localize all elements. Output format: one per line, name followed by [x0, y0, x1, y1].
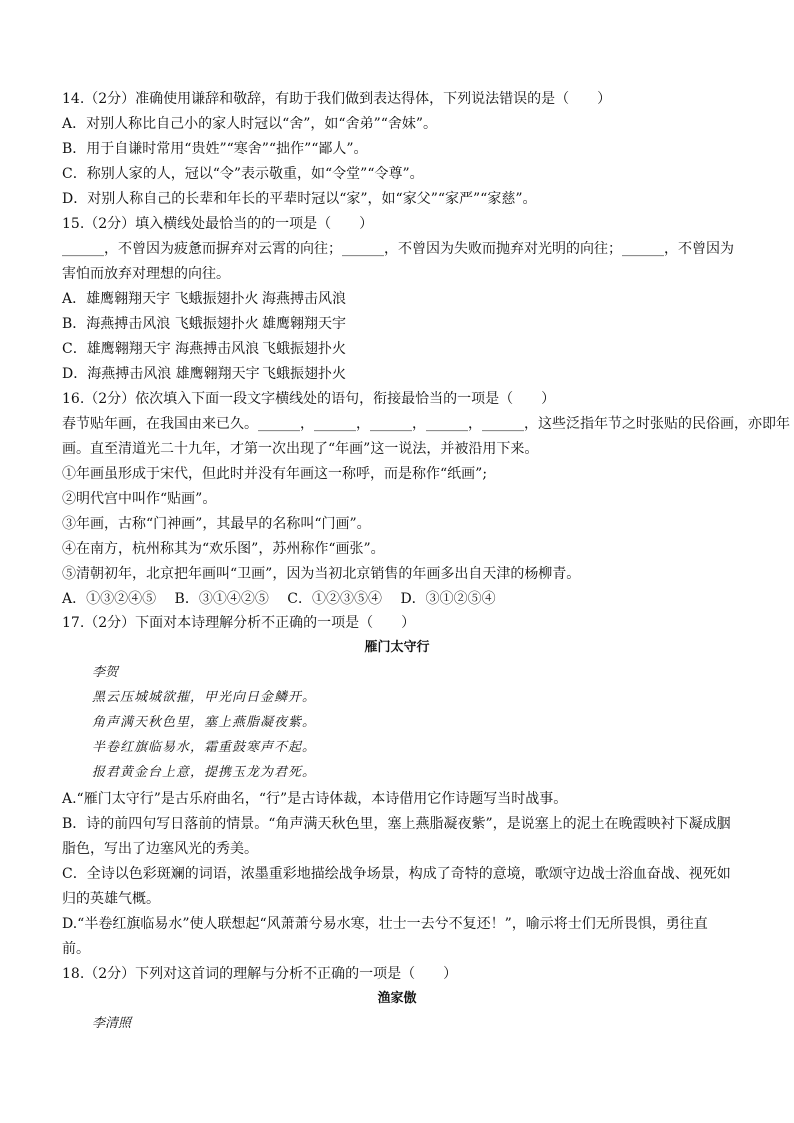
q17-option-d-line-1: D.“半卷红旗临易水”使人联想起“风萧萧兮易水寒，壮士一去兮不复还！”，喻示将士们无所畏惧，勇往直: [62, 916, 708, 932]
q17-poem-line-2: 角声满天秋色里，塞上燕脂凝夜紫。: [92, 715, 317, 730]
q15-option-d-tail: 飞蛾振翅扑火: [262, 366, 346, 382]
q15-option-a-tail: 海燕搏击风浪: [262, 291, 346, 307]
q17-poem-line-1: 黑云压城城欲摧，甲光向日金鳞开。: [92, 690, 317, 705]
q17-option-c-line-1: C．全诗以色彩斑斓的词语，浓墨重彩地描绘战争场景，构成了奇特的意境，歌颂守边战士浴血奋战、视死如: [62, 866, 731, 882]
q17-option-d-line-2: 前。: [62, 941, 90, 957]
q17-option-b-line-2: 脂色，写出了边塞风光的秀美。: [62, 841, 258, 857]
q16-item-1: ①年画虽形成于宋代，但此时并没有年画这一称呼，而是称作“纸画”;: [62, 466, 488, 482]
q16-body-line-2: 画。直至清道光二十九年，才第一次出现了“年画”这一说法，并被沿用下来。: [62, 441, 539, 457]
q16-body-line-1: 春节贴年画，在我国由来已久。______，______，______，______，______，这些泛指年节之时张贴的民俗画，亦即年: [62, 416, 790, 432]
q16-stem: 16.（2分）依次填入下面一段文字横线处的语句，衔接最恰当的一项是（ ）: [62, 391, 556, 407]
q15-option-b: [62, 313, 732, 335]
q14-option-a: A．对别人称比自己小的家人时冠以“舍”，如“舍弟”“舍妹”。: [62, 116, 438, 132]
q18-stem: 18.（2分）下列对这首词的理解与分析不正确的一项是（ ）: [62, 966, 458, 982]
q17-poem-author: 李贺: [92, 665, 119, 680]
q17-option-a: A.“雁门太守行”是古乐府曲名，“行”是古诗体裁，本诗借用它作诗题写当时战事。: [62, 791, 568, 807]
q16-item-2: ②明代宫中叫作“贴画”。: [62, 491, 217, 507]
q16-item-4: ④在南方，杭州称其为“欢乐图”，苏州称作“画张”。: [62, 541, 385, 557]
q15-option-d-main: D．海燕搏击风浪 雄鹰翱翔天宇: [62, 366, 260, 382]
q15-option-c: [62, 338, 732, 360]
q14-option-d: D．对别人称自己的长辈和年长的平辈时冠以“家”，如“家父”“家严”“家慈”。: [62, 191, 537, 207]
q16-item-5: ⑤清朝初年，北京把年画叫“卫画”，因为当初北京销售的年画多出自天津的杨柳青。: [62, 566, 581, 582]
q16-options: A．①③②④⑤ B．③①④②⑤ C．①②③⑤④ D．③①②⑤④: [62, 591, 496, 607]
q17-option-b-line-1: B．诗的前四句写日落前的情景。“角声满天秋色里，塞上燕脂凝夜紫”，是说塞上的泥土在晚霞映衬下凝成胭: [62, 816, 731, 832]
q15-option-a-main: A．雄鹰翱翔天宇 飞蛾振翅扑火: [62, 291, 259, 307]
q17-stem: 17.（2分）下面对本诗理解分析不正确的一项是（ ）: [62, 615, 416, 631]
q15-option-a: [62, 288, 732, 310]
q15-option-c-main: C．雄鹰翱翔天宇 海燕搏击风浪: [62, 341, 260, 357]
q16-item-3: ③年画，古称“门神画”，其最早的名称叫“门画”。: [62, 516, 371, 532]
q17-poem-line-3: 半卷红旗临易水，霜重鼓寒声不起。: [92, 740, 317, 755]
q15-option-b-tail: 雄鹰翱翔天宇: [262, 316, 346, 332]
q15-body-line-2: 害怕而放弃对理想的向往。: [62, 266, 230, 282]
q14-option-c: C．称别人家的人，冠以“令”表示敬重，如“令堂”“令尊”。: [62, 166, 424, 182]
q17-poem-title: 雁门太守行: [364, 640, 430, 655]
q14-stem: 14.（2分）准确使用谦辞和敬辞，有助于我们做到表达得体，下列说法错误的是（ ）: [62, 91, 612, 107]
q14-option-b: B．用于自谦时常用“贵姓”“寒舍”“拙作”“鄙人”。: [62, 141, 368, 157]
q18-poem-title: 渔家傲: [377, 991, 417, 1006]
q15-option-d: [62, 363, 732, 385]
q18-poem-author: 李清照: [92, 1016, 132, 1031]
q17-option-c-line-2: 归的英雄气概。: [62, 891, 160, 907]
q17-poem-line-4: 报君黄金台上意，提携玉龙为君死。: [92, 765, 317, 780]
q15-stem: 15.（2分）填入横线处最恰当的的一项是（ ）: [62, 216, 374, 232]
q15-option-c-tail: 飞蛾振翅扑火: [262, 341, 346, 357]
q15-option-b-main: B．海燕搏击风浪 飞蛾振翅扑火: [62, 316, 259, 332]
q15-body-line-1: ______，不曾因为疲惫而摒弃对云霄的向往；______，不曾因为失败而抛弃对光明的向往；______，不曾因为: [62, 241, 734, 257]
